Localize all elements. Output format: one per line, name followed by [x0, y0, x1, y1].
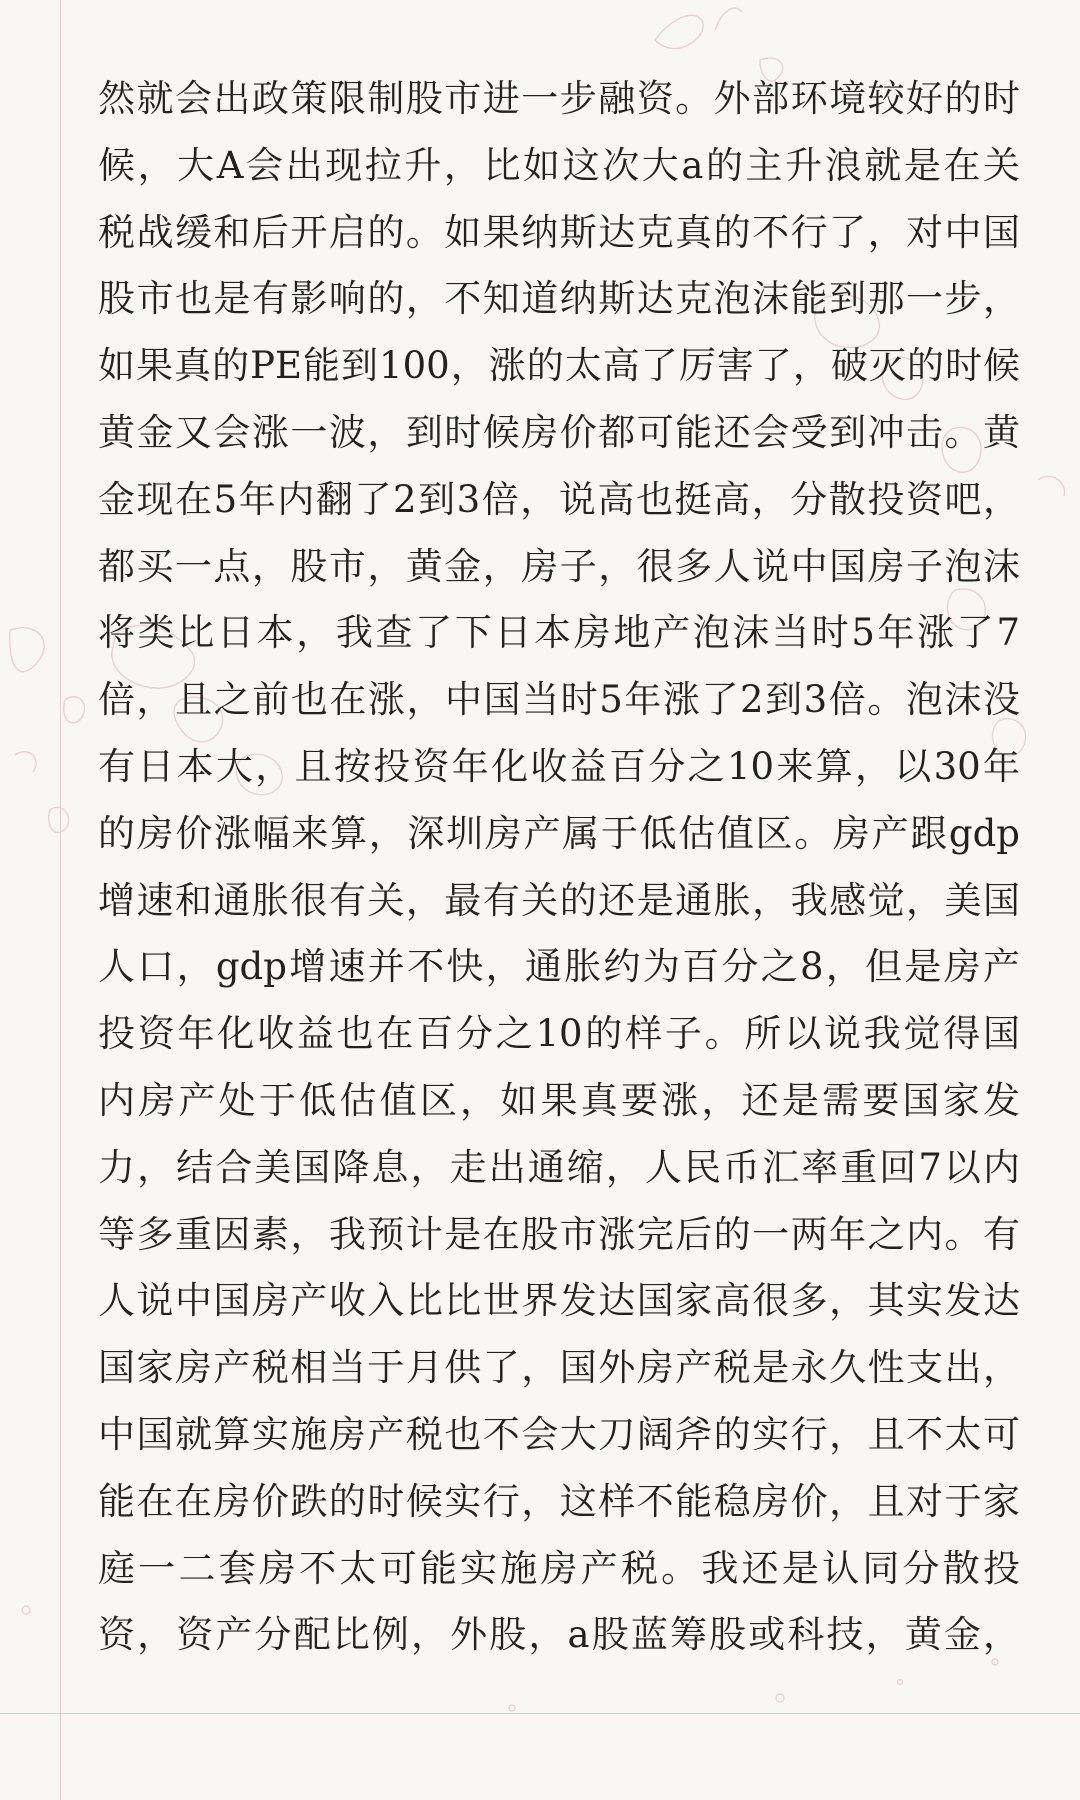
text-line: 投资年化收益也在百分之10的样子。所以说我觉得国 [98, 1012, 1020, 1056]
text-line: 有日本大，且按投资年化收益百分之10来算，以30年 [98, 744, 1020, 788]
text-line: 将类比日本，我查了下日本房地产泡沫当时5年涨了7 [98, 611, 1020, 655]
text-line: 金现在5年内翻了2到3倍，说高也挺高，分散投资吧， [98, 477, 1020, 521]
text-line: 人说中国房产收入比比世界发达国家高很多，其实发达 [98, 1279, 1020, 1323]
text-line: 能在在房价跌的时候实行，这样不能稳房价，且对于家 [98, 1479, 1020, 1523]
text-line: 国家房产税相当于月供了，国外房产税是永久性支出， [98, 1346, 1020, 1390]
text-line: 内房产处于低估值区，如果真要涨，还是需要国家发 [98, 1078, 1020, 1122]
text-line: 等多重因素，我预计是在股市涨完后的一两年之内。有 [98, 1212, 1020, 1256]
text-line: 股市也是有影响的，不知道纳斯达克泡沫能到那一步， [98, 277, 1020, 321]
text-line: 都买一点，股市，黄金，房子，很多人说中国房子泡沫 [98, 544, 1020, 588]
text-line: 中国就算实施房产税也不会大刀阔斧的实行，且不太可 [98, 1412, 1020, 1456]
text-line: 如果真的PE能到100，涨的太高了厉害了，破灭的时候 [98, 344, 1020, 388]
text-line: 增速和通胀很有关，最有关的还是通胀，我感觉，美国 [98, 878, 1020, 922]
text-line: 黄金又会涨一波，到时候房价都可能还会受到冲击。黄 [98, 410, 1020, 454]
article-text [98, 66, 1020, 1669]
text-line: 力，结合美国降息，走出通缩，人民币汇率重回7以内 [98, 1145, 1020, 1189]
text-line: 倍，且之前也在涨，中国当时5年涨了2到3倍。泡沫没 [98, 678, 1020, 722]
text-line: 的房价涨幅来算，深圳房产属于低估值区。房产跟gdp [98, 811, 1020, 855]
text-line: 税战缓和后开启的。如果纳斯达克真的不行了，对中国 [98, 210, 1020, 254]
text-line: 资，资产分配比例，外股，a股蓝筹股或科技，黄金， [98, 1613, 1020, 1657]
text-line: 人口，gdp增速并不快，通胀约为百分之8，但是房产 [98, 945, 1020, 989]
text-line: 然就会出政策限制股市进一步融资。外部环境较好的时 [98, 77, 1020, 120]
text-line: 庭一二套房不太可能实施房产税。我还是认同分散投 [98, 1546, 1020, 1590]
text-line: 候，大A会出现拉升，比如这次大a的主升浪就是在关 [98, 143, 1020, 187]
